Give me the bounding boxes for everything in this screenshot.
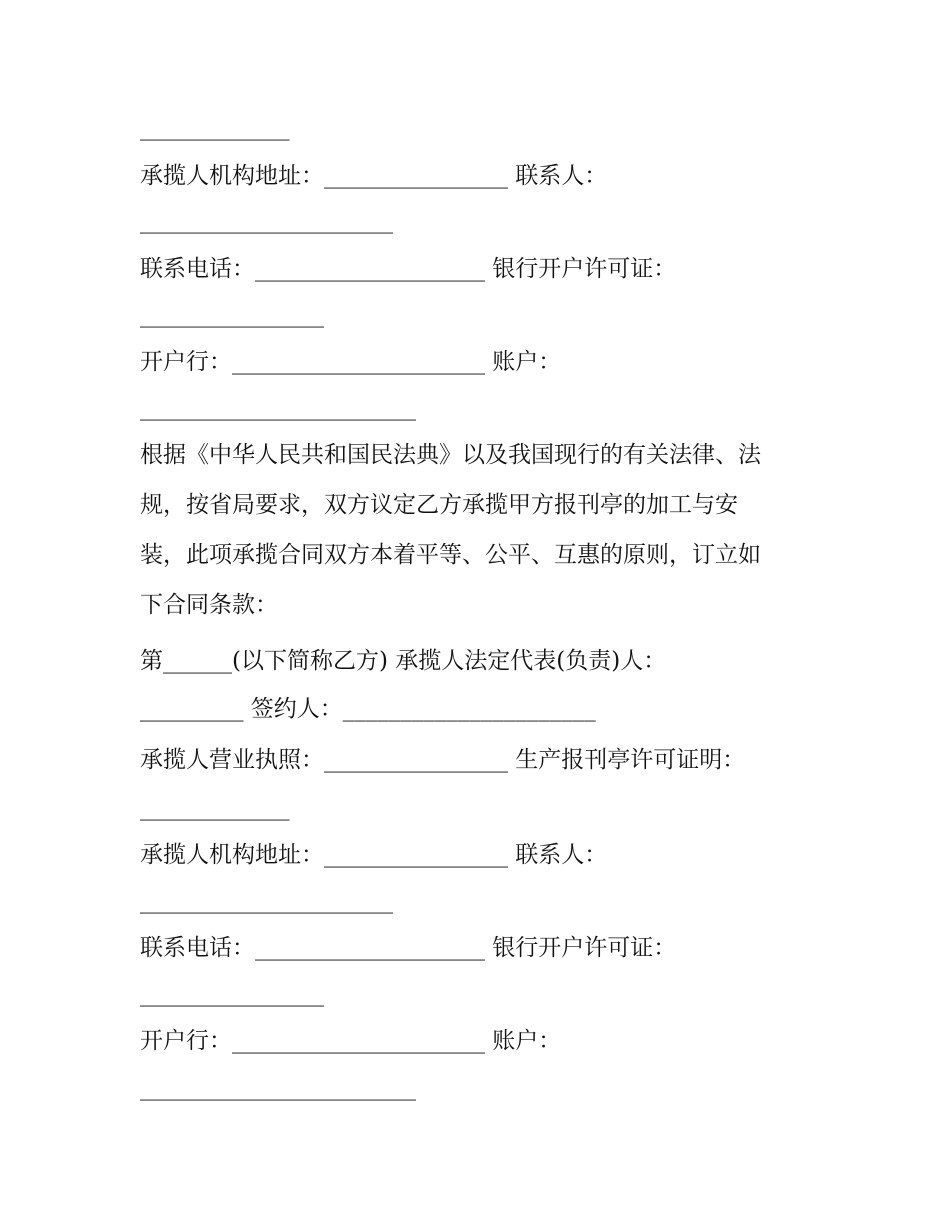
text-line: 规，按省局要求，双方议定乙方承揽甲方报刊亭的加工与安 <box>140 492 738 518</box>
text-line: 承揽人机构地址：________________ 联系人： <box>140 842 608 868</box>
text-line: 第______(以下简称乙方) 承揽人法定代表(负责)人： <box>140 648 667 674</box>
text-line: 开户行：______________________ 账户： <box>140 1028 562 1054</box>
text-line: ________________________ <box>140 395 416 421</box>
text-line: _____________ <box>140 795 290 821</box>
text-line: 联系电话：____________________ 银行开户许可证： <box>140 256 677 282</box>
text-line: _________ 签约人：______________________ <box>140 696 596 722</box>
text-line: 承揽人营业执照：________________ 生产报刊亭许可证明： <box>140 747 746 773</box>
text-line: 根据《中华人民共和国民法典》以及我国现行的有关法律、法 <box>140 442 761 468</box>
text-line: 开户行：______________________ 账户： <box>140 349 562 375</box>
text-line: ________________ <box>140 302 324 328</box>
text-line: 承揽人机构地址：________________ 联系人： <box>140 163 608 189</box>
text-line: ________________________ <box>140 1075 416 1101</box>
text-line: 联系电话：____________________ 银行开户许可证： <box>140 935 677 961</box>
text-line: ______________________ <box>140 888 393 914</box>
text-line: 装，此项承揽合同双方本着平等、公平、互惠的原则，订立如 <box>140 542 761 568</box>
text-line: _____________ <box>140 115 290 141</box>
text-line: ______________________ <box>140 208 393 234</box>
text-line: ________________ <box>140 981 324 1007</box>
text-line: 下合同条款： <box>140 592 278 618</box>
